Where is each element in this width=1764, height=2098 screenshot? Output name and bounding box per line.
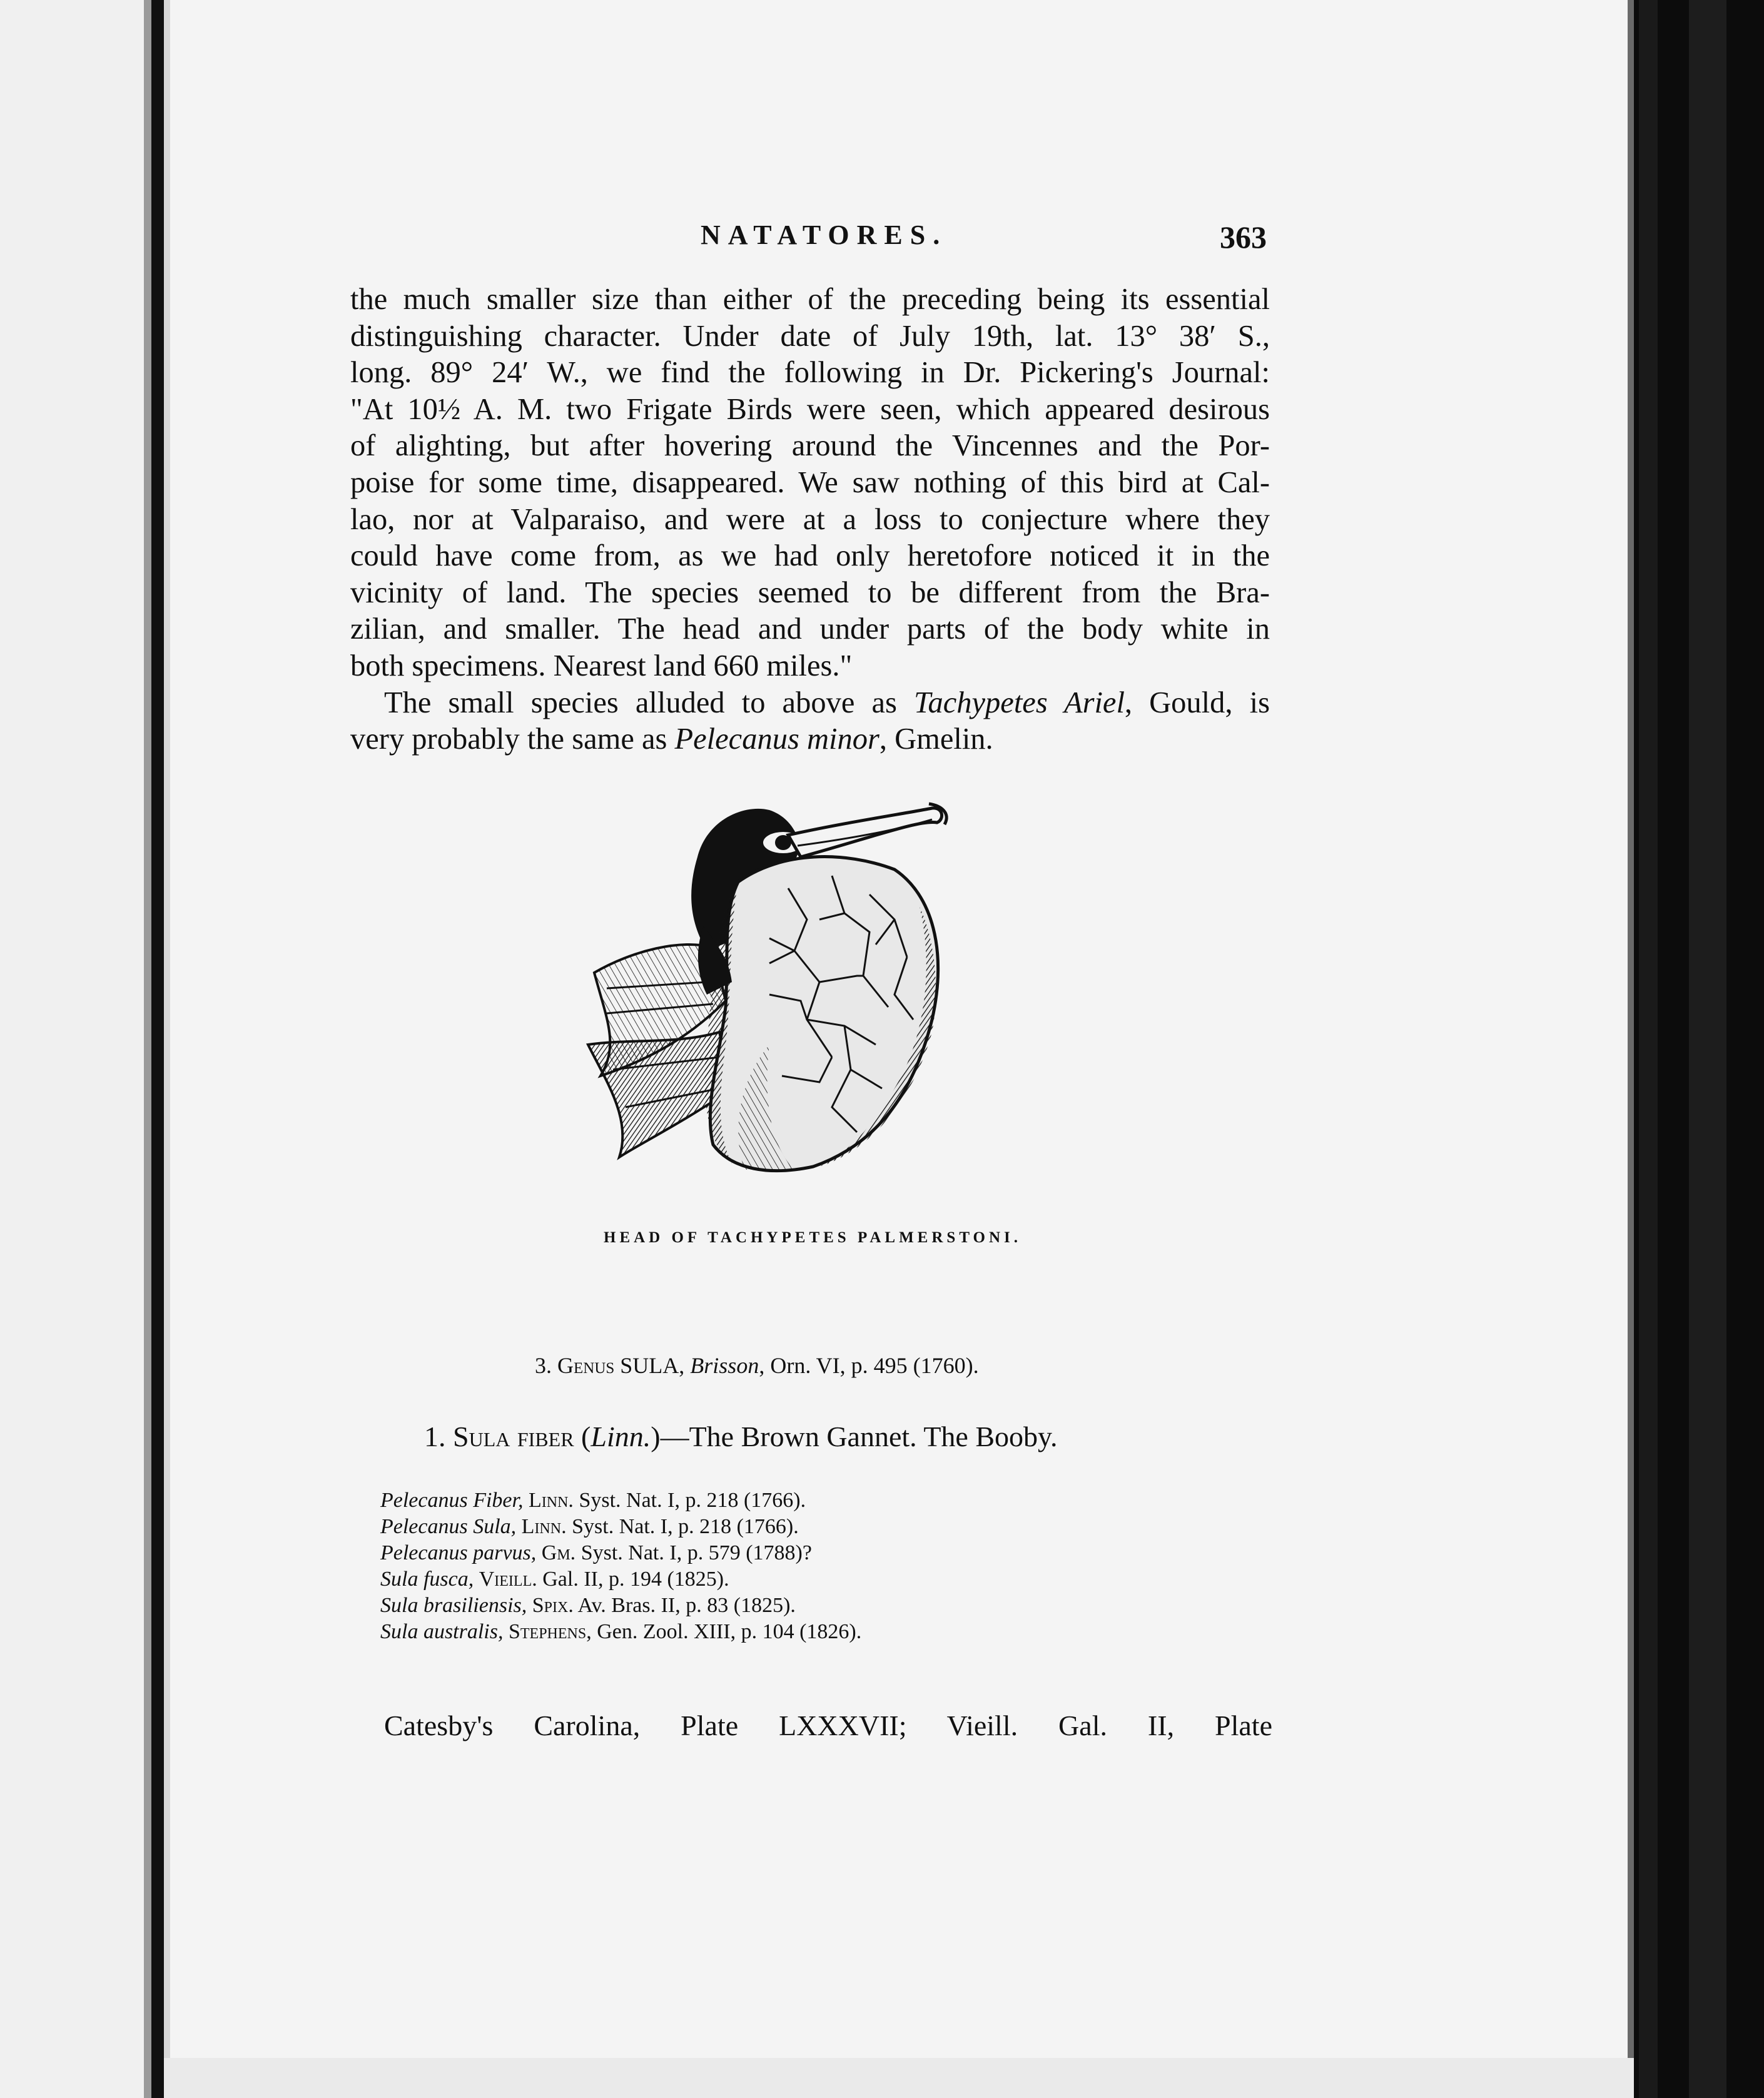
body-line: the much smaller size than either of the preceding being its essential	[350, 283, 1270, 316]
body-line: distinguishing character. Under date of July 19th, lat. 13° 38′ S.,	[350, 319, 1270, 353]
synonym-entry: Pelecanus Fiber, Linn. Syst. Nat. I, p. 218 (1766).	[380, 1489, 806, 1512]
body-line: vicinity of land. The species seemed to be different from the Bra-	[350, 575, 1270, 609]
synonym-entry: Sula brasiliensis, Spix. Av. Bras. II, p. 83 (1825).	[380, 1594, 796, 1617]
body-line: "At 10½ A. M. two Frigate Birds were seen, which appeared desirous	[350, 392, 1270, 426]
body-line: both specimens. Nearest land 660 miles."	[350, 649, 853, 682]
body-line: very probably the same as Pelecanus minor, Gmelin.	[350, 722, 993, 756]
synonym-entry: Sula fusca, Vieill. Gal. II, p. 194 (1825).	[380, 1568, 729, 1591]
body-line: The small species alluded to above as Tachypetes Ariel, Gould, is	[384, 686, 1270, 719]
synonym-entry: Pelecanus Sula, Linn. Syst. Nat. I, p. 218 (1766).	[380, 1515, 799, 1538]
gutter-shadow	[144, 0, 153, 2098]
body-line: poise for some time, disappeared. We saw nothing of this bird at Cal-	[350, 465, 1270, 499]
species-heading: 1. Sula fiber (Linn.)—The Brown Gannet. The Booby.	[424, 1421, 1058, 1452]
species-name: Pelecanus minor	[674, 722, 879, 756]
species-name: Tachypetes Ariel	[913, 686, 1125, 719]
body-line: lao, nor at Valparaiso, and were at a loss to conjecture where they	[350, 502, 1270, 536]
gutter-line	[151, 0, 164, 2098]
body-line: of alighting, but after hovering around the Vincennes and the Por-	[350, 429, 1270, 463]
page-inner-edge	[164, 0, 170, 2098]
frigate-bird-illustration	[582, 794, 1032, 1207]
body-line: could have come from, as we had only heretofore noticed it in the	[350, 539, 1270, 573]
left-facing-page	[0, 0, 149, 2098]
figure-caption: HEAD OF TACHYPETES PALMERSTONI.	[604, 1229, 1022, 1246]
page-number: 363	[1220, 220, 1267, 255]
body-text	[350, 281, 1270, 758]
reference-line: Catesby's Carolina, Plate LXXXVII; Vieill. Gal. II, Plate	[384, 1710, 1272, 1741]
synonymy-list	[380, 1487, 861, 1645]
synonym-entry: Pelecanus parvus, Gm. Syst. Nat. I, p. 579 (1788)?	[380, 1541, 812, 1564]
synonym-entry: Sula australis, Stephens, Gen. Zool. XIII, p. 104 (1826).	[380, 1620, 862, 1643]
body-line: zilian, and smaller. The head and under parts of the body white in	[350, 612, 1270, 646]
genus-heading: 3. Genus SULA, Brisson, Orn. VI, p. 495 (1760).	[535, 1353, 979, 1378]
body-line: long. 89° 24′ W., we find the following in Dr. Pickering's Journal:	[350, 356, 1270, 390]
running-head: NATATORES.	[701, 220, 948, 250]
